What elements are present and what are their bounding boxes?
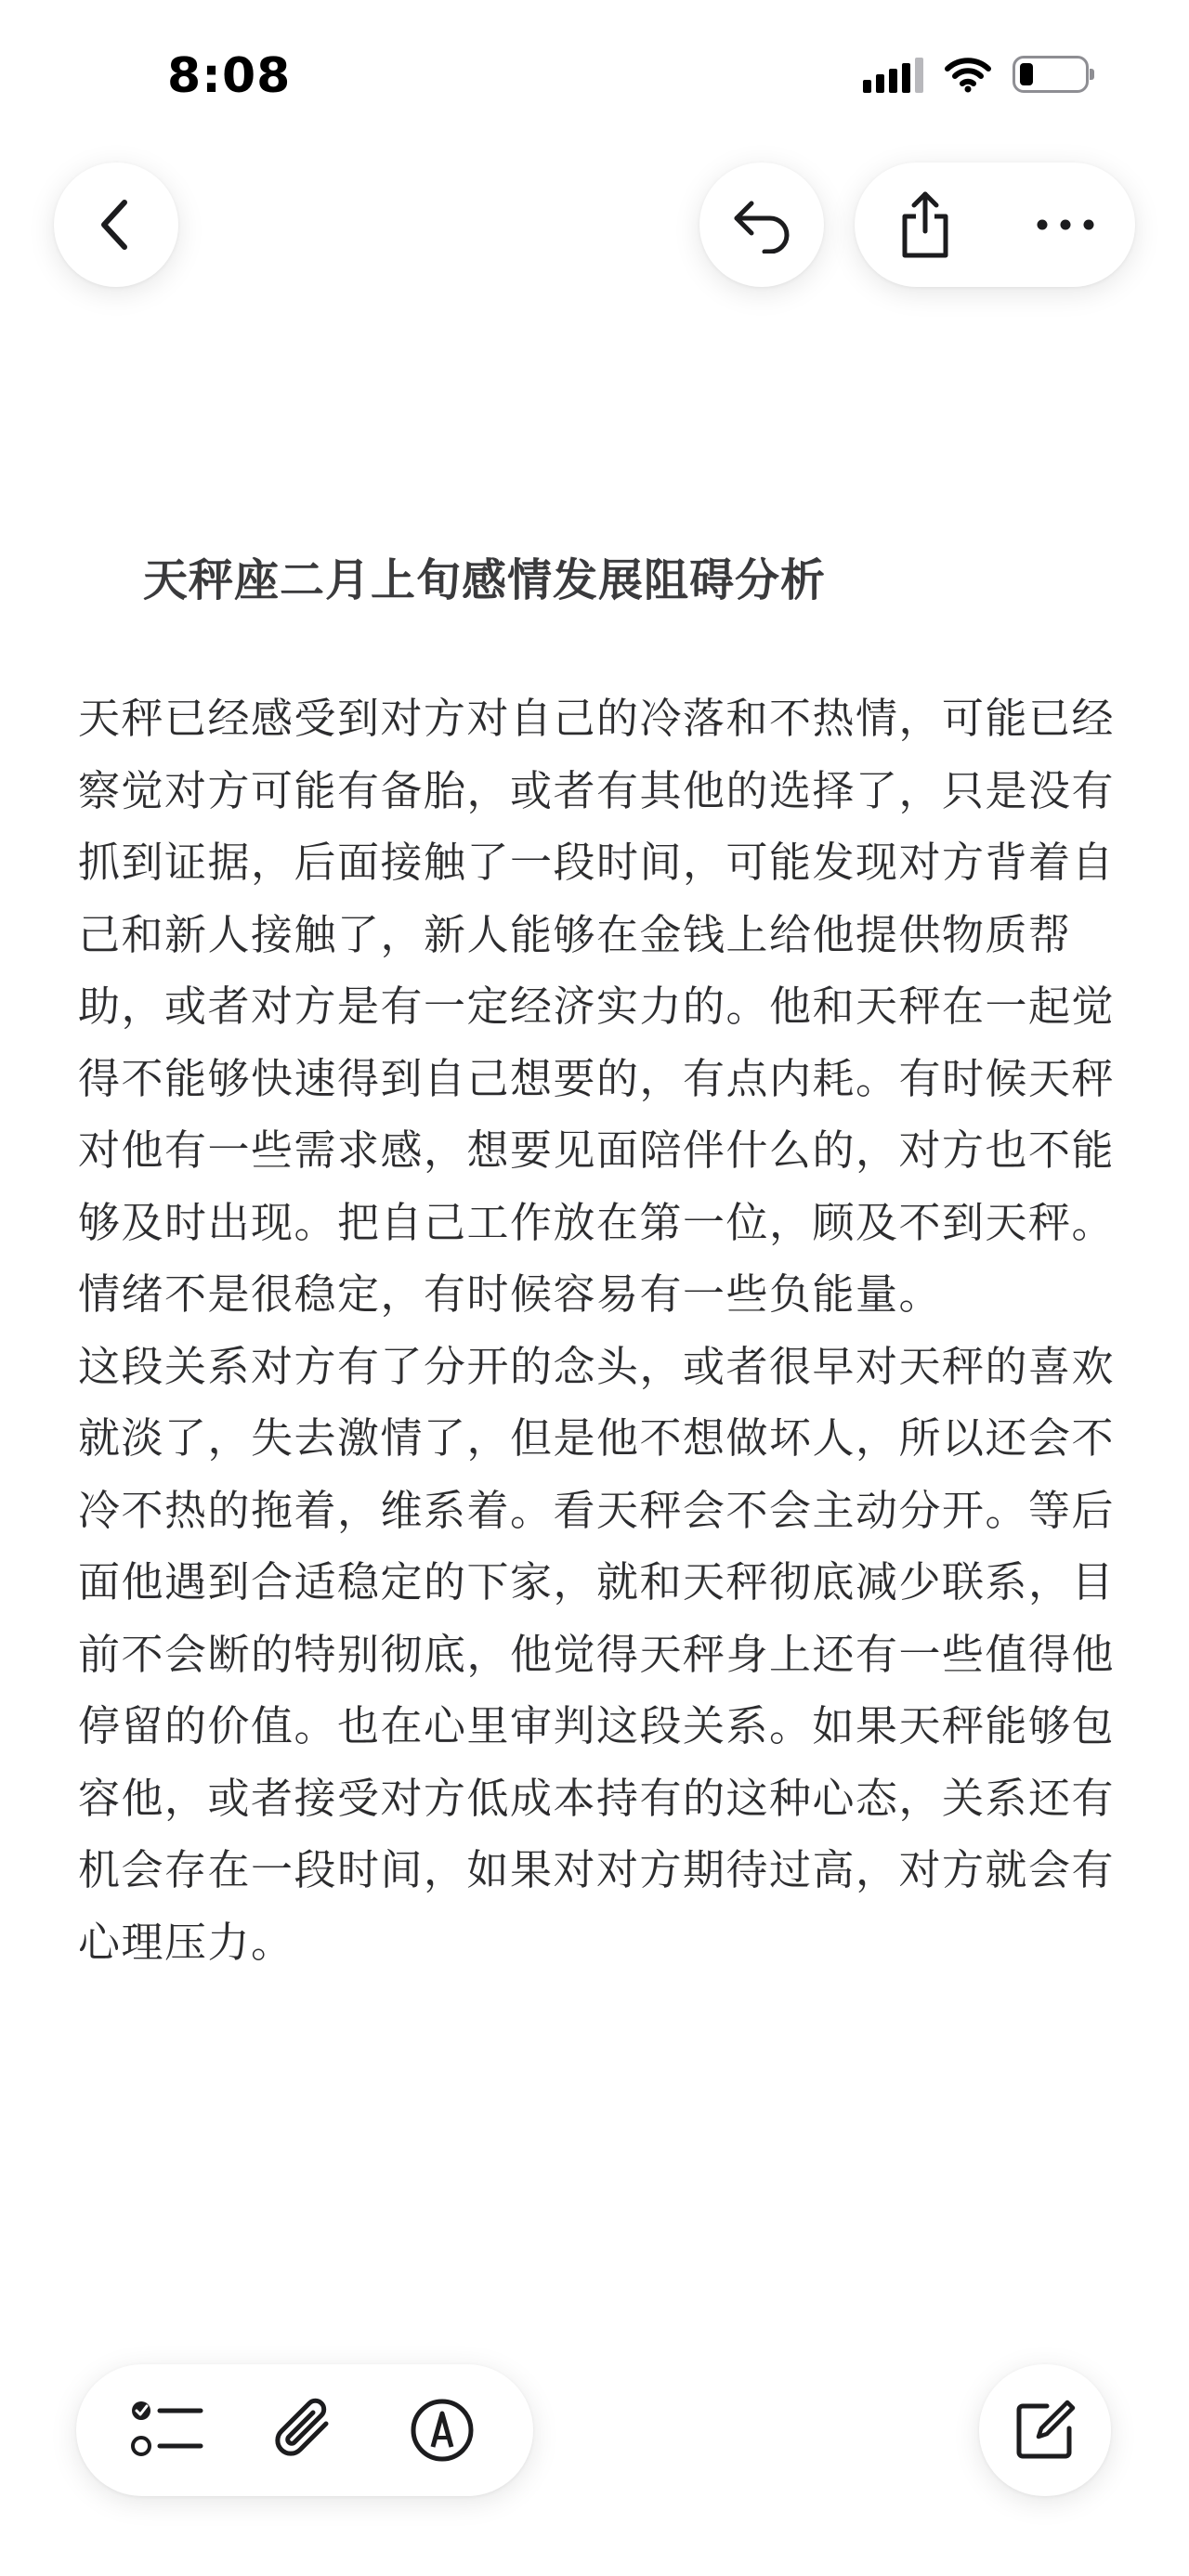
note-title[interactable]: 天秤座二月上旬感情发展阻碍分析 <box>143 554 827 606</box>
undo-button[interactable] <box>699 163 824 287</box>
markup-button[interactable] <box>391 2379 493 2481</box>
share-more-group <box>855 163 1135 287</box>
note-paragraph: 天秤已经感受到对方对自己的冷落和不热情，可能已经察觉对方可能有备胎，或者有其他的选择了，只是没有抓到证据，后面接触了一段时间，可能发现对方背着自己和新人接触了，新人能够在金钱上给他提供物质帮助，或者对方是有一定经济实力的。他和天秤在一起觉得不能够快速得到自己想要的，有点内耗。有时候天秤对他有一些需求感，想要见面陪伴什么的，对方也不能够及时出现。把自己工作放在第一位，顾及不到天秤。情绪不是很稳定，有时候容易有一些负能量。 <box>78 694 1116 1319</box>
checklist-icon <box>130 2398 204 2463</box>
battery-icon <box>1013 56 1089 93</box>
signal-icon <box>863 56 923 93</box>
wifi-icon <box>944 56 992 93</box>
share-button[interactable] <box>855 163 995 287</box>
share-icon <box>895 190 955 259</box>
more-button[interactable] <box>995 163 1135 287</box>
compose-button[interactable] <box>979 2364 1111 2496</box>
markup-icon <box>409 2397 476 2464</box>
back-button[interactable] <box>54 163 178 287</box>
attachment-button[interactable] <box>254 2379 356 2481</box>
checklist-button[interactable] <box>116 2379 218 2481</box>
undo-icon <box>729 196 794 254</box>
paperclip-icon <box>272 2396 337 2465</box>
note-body[interactable] <box>78 683 1118 1978</box>
note-paragraph: 这段关系对方有了分开的念头，或者很早对天秤的喜欢就淡了，失去激情了，但是他不想做坏人，所以还会不冷不热的拖着，维系着。看天秤会不会主动分开。等后面他遇到合适稳定的下家，就和天秤彻底减少联系，目前不会断的特别彻底，他觉得天秤身上还有一些值得他停留的价值。也在心里审判这段关系。如果天秤能够包容他，或者接受对方低成本持有的这种心态，关系还有机会存在一段时间，如果对对方期待过高，对方就会有心理压力。 <box>78 1341 1116 1967</box>
status-icons <box>863 56 1089 93</box>
status-time: 8:08 <box>167 48 292 104</box>
compose-icon <box>1012 2397 1078 2464</box>
bottom-toolbar <box>76 2364 533 2496</box>
status-bar <box>0 0 1189 139</box>
chevron-left-icon <box>93 197 139 253</box>
ellipsis-icon <box>1036 218 1095 231</box>
